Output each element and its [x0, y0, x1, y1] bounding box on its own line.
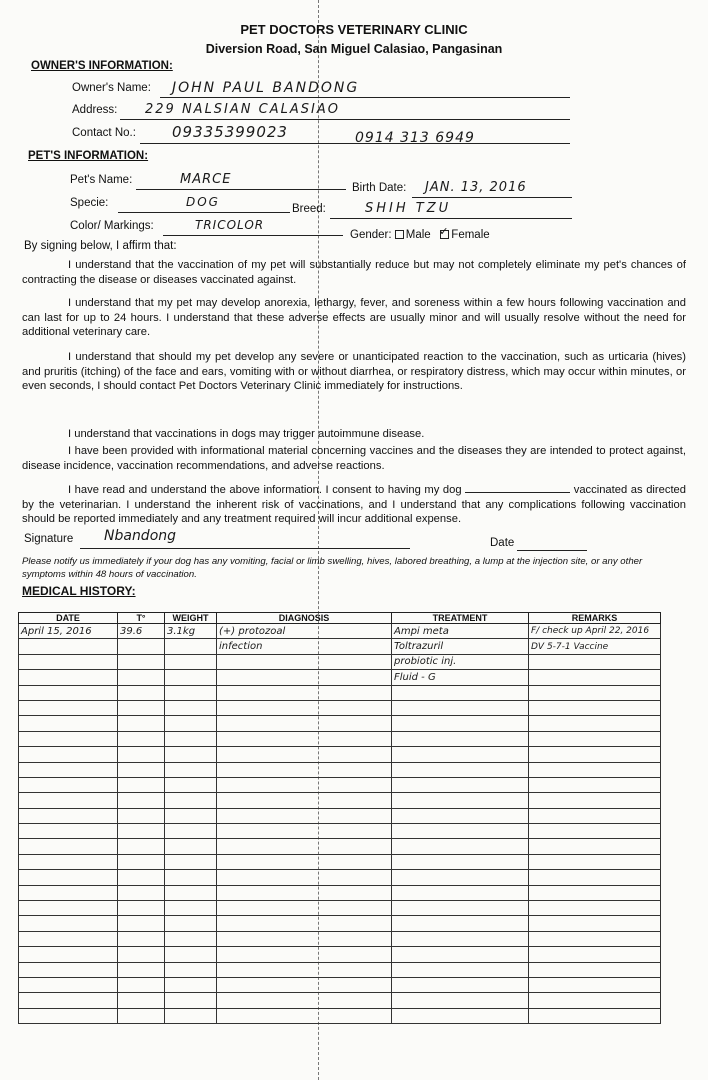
color-value: TRICOLOR — [195, 218, 265, 232]
table-cell — [217, 685, 392, 700]
clinic-address: Diversion Road, San Miguel Calasiao, Pangasinan — [205, 42, 503, 56]
table-cell — [529, 977, 661, 992]
table-row — [19, 824, 661, 839]
entry-weight: 3.1kg — [165, 624, 217, 639]
table-cell — [529, 824, 661, 839]
table-cell — [392, 854, 529, 869]
table-cell — [19, 916, 118, 931]
consent-paragraph-5: I have been provided with informational material concerning vaccines and the diseases they are intended to protect against, disease incidence, vaccination recommendations, and adverse reactions. — [22, 445, 686, 472]
table-cell — [529, 885, 661, 900]
table-cell — [165, 993, 217, 1008]
table-row — [19, 962, 661, 977]
signature-line — [80, 548, 410, 549]
table-row — [19, 639, 661, 654]
table-row — [19, 977, 661, 992]
owner-name-line — [160, 97, 570, 98]
table-cell — [529, 793, 661, 808]
table-row — [19, 854, 661, 869]
table-cell — [165, 762, 217, 777]
breed-label: Breed: — [292, 203, 326, 215]
address-label: Address: — [72, 104, 118, 116]
table-cell — [165, 962, 217, 977]
table-cell — [19, 993, 118, 1008]
specie-label: Specie: — [70, 197, 109, 209]
table-cell — [392, 685, 529, 700]
consent-paragraph-4: I understand that vaccinations in dogs may trigger autoimmune disease. — [68, 428, 425, 440]
table-cell — [165, 808, 217, 823]
header-weight: WEIGHT — [165, 613, 217, 624]
male-checkbox[interactable] — [395, 230, 404, 239]
medical-history-table — [18, 612, 661, 1024]
table-cell — [529, 916, 661, 931]
header-diagnosis: DIAGNOSIS — [217, 613, 392, 624]
table-cell — [529, 901, 661, 916]
consent-intro: By signing below, I affirm that: — [24, 240, 177, 252]
date-label: Date — [490, 537, 515, 549]
pet-name-line — [136, 189, 346, 190]
table-row — [19, 947, 661, 962]
table-cell — [19, 931, 118, 946]
clinic-name: PET DOCTORS VETERINARY CLINIC — [240, 22, 468, 37]
table-cell — [19, 824, 118, 839]
table-row — [19, 793, 661, 808]
table-row — [19, 1008, 661, 1023]
table-row — [19, 808, 661, 823]
address-value: 229 NALSIAN CALASIAO — [145, 102, 340, 117]
table-cell — [19, 854, 118, 869]
contact-label: Contact No.: — [72, 127, 136, 139]
table-cell — [19, 685, 118, 700]
table-cell — [118, 977, 165, 992]
signature-value: Nbandong — [104, 528, 177, 544]
table-cell — [392, 716, 529, 731]
table-cell — [118, 685, 165, 700]
entry-treatment-2: Toltrazuril — [392, 639, 529, 654]
table-cell — [392, 885, 529, 900]
table-cell — [118, 839, 165, 854]
table-row — [19, 993, 661, 1008]
table-cell — [217, 762, 392, 777]
female-label: Female — [451, 229, 490, 241]
table-cell — [529, 762, 661, 777]
header-date: DATE — [19, 613, 118, 624]
table-cell — [217, 824, 392, 839]
table-cell — [529, 962, 661, 977]
table-cell — [19, 793, 118, 808]
consent-paragraph-3: I understand that should my pet develop any severe or unanticipated reaction to the vaccination, such as urticaria (hives) and pruritis (itching) of the face and ears, vomiting with or without diarrhea, or respiratory distress, which may occur within minutes, or even seconds, I should contact Pet Doctors Veterinary Clinic immediately for instructions. — [22, 351, 686, 392]
gender-label: Gender: — [350, 229, 392, 241]
table-cell — [19, 762, 118, 777]
table-cell — [118, 793, 165, 808]
table-cell — [19, 777, 118, 792]
table-cell — [19, 977, 118, 992]
table-cell — [529, 1008, 661, 1023]
consent-paragraph-1: I understand that the vaccination of my pet will substantially reduce but may not completely eliminate my pet's chances of contracting the disease or diseases vaccinated against. — [22, 259, 686, 286]
table-cell — [217, 870, 392, 885]
table-cell — [529, 716, 661, 731]
table-row — [19, 931, 661, 946]
table-cell — [392, 1008, 529, 1023]
table-cell — [392, 931, 529, 946]
table-cell — [165, 685, 217, 700]
pet-name-value: MARCE — [180, 172, 232, 187]
table-row — [19, 670, 661, 685]
table-cell — [392, 762, 529, 777]
table-cell — [118, 962, 165, 977]
table-cell — [118, 777, 165, 792]
table-cell — [165, 916, 217, 931]
table-cell — [118, 700, 165, 715]
specie-value: DOG — [186, 195, 220, 209]
table-cell — [392, 731, 529, 746]
table-cell — [392, 700, 529, 715]
pet-section-title: PET'S INFORMATION: — [28, 150, 149, 162]
birth-date-value: JAN. 13, 2016 — [425, 180, 527, 195]
notice-text: Please notify us immediately if your dog has any vomiting, facial or limb swelling, hives, labored breathing, a lump at the injection site, or any other symptoms within 48 hours of vaccination. — [22, 556, 643, 580]
table-cell — [217, 777, 392, 792]
table-cell — [118, 885, 165, 900]
table-cell — [165, 854, 217, 869]
table-cell — [165, 731, 217, 746]
table-row — [19, 685, 661, 700]
entry-temp: 39.6 — [118, 624, 165, 639]
table-cell — [392, 747, 529, 762]
table-cell — [392, 808, 529, 823]
table-row — [19, 916, 661, 931]
table-cell — [217, 885, 392, 900]
consent-paragraph-2: I understand that my pet may develop anorexia, lethargy, fever, and soreness within a few hours following vaccination and can last for up to 24 hours. I understand that these adverse effects are usually minor and will usually resolve without the need for additional veterinary care. — [22, 297, 686, 338]
table-cell — [392, 993, 529, 1008]
table-cell — [529, 854, 661, 869]
table-cell — [165, 1008, 217, 1023]
table-cell — [217, 977, 392, 992]
table-row — [19, 700, 661, 715]
table-cell — [165, 716, 217, 731]
table-cell — [19, 839, 118, 854]
table-cell — [118, 731, 165, 746]
table-cell — [118, 854, 165, 869]
table-cell — [165, 777, 217, 792]
owner-section-title: OWNER'S INFORMATION: — [31, 60, 173, 72]
gender-field — [350, 225, 490, 241]
table-cell — [529, 839, 661, 854]
table-cell — [529, 747, 661, 762]
entry-diagnosis-1: (+) protozoal — [217, 624, 392, 639]
table-cell — [217, 854, 392, 869]
table-cell — [19, 808, 118, 823]
table-cell — [165, 885, 217, 900]
owner-name-label: Owner's Name: — [72, 82, 151, 94]
table-cell — [19, 962, 118, 977]
table-cell — [165, 977, 217, 992]
consent-p6-vaccinated: vaccinated — [573, 484, 628, 496]
table-cell — [19, 731, 118, 746]
table-cell — [217, 716, 392, 731]
table-cell — [392, 839, 529, 854]
table-cell — [217, 901, 392, 916]
table-cell — [118, 762, 165, 777]
table-cell — [118, 931, 165, 946]
table-cell — [529, 993, 661, 1008]
table-cell — [529, 700, 661, 715]
table-cell — [118, 747, 165, 762]
table-cell — [217, 747, 392, 762]
address-line — [120, 119, 570, 120]
table-cell — [529, 931, 661, 946]
table-cell — [118, 824, 165, 839]
entry-remarks-1: F/ check up April 22, 2016 — [529, 624, 661, 639]
table-cell — [392, 977, 529, 992]
consent-p6-start: I have read and understand the above information. I consent to having my dog — [68, 484, 462, 496]
table-cell — [529, 870, 661, 885]
owner-name-value: JOHN PAUL BANDONG — [172, 80, 360, 96]
table-cell — [529, 685, 661, 700]
table-cell — [19, 901, 118, 916]
table-cell — [529, 777, 661, 792]
table-cell — [217, 931, 392, 946]
birth-date-label: Birth Date: — [352, 182, 407, 194]
table-cell — [217, 731, 392, 746]
table-cell — [165, 700, 217, 715]
table-cell — [392, 916, 529, 931]
table-cell — [19, 700, 118, 715]
table-cell — [165, 947, 217, 962]
table-cell — [217, 1008, 392, 1023]
contact-value-1: 09335399023 — [172, 123, 288, 141]
entry-treatment-4: Fluid - G — [392, 670, 529, 685]
table-cell — [217, 993, 392, 1008]
consent-p6-end: as directed by the veterinarian. I understand the inherent risk of vaccinations, and I understand that any complications following vaccination should be reported immediately and any treatment required will incur additional expense. — [22, 484, 686, 525]
table-cell — [165, 901, 217, 916]
date-line — [517, 550, 587, 551]
table-row — [19, 839, 661, 854]
table-cell — [165, 931, 217, 946]
color-label: Color/ Markings: — [70, 220, 154, 232]
female-check-mark: ✓ — [439, 225, 449, 239]
breed-value: SHIH TZU — [365, 201, 452, 216]
table-cell — [392, 947, 529, 962]
entry-remarks-2: DV 5-7-1 Vaccine — [529, 639, 661, 654]
table-cell — [19, 1008, 118, 1023]
header-remarks: REMARKS — [529, 613, 661, 624]
table-cell — [118, 1008, 165, 1023]
table-cell — [118, 916, 165, 931]
table-row — [19, 762, 661, 777]
specie-line — [118, 212, 290, 213]
table-row — [19, 747, 661, 762]
entry-diagnosis-2: infection — [217, 639, 392, 654]
table-row — [19, 654, 661, 669]
table-cell — [392, 901, 529, 916]
table-cell — [118, 993, 165, 1008]
table-cell — [19, 716, 118, 731]
contact-value-2: 0914 313 6949 — [355, 130, 475, 146]
table-cell — [118, 870, 165, 885]
table-cell — [217, 962, 392, 977]
female-checkbox[interactable] — [439, 225, 449, 239]
table-cell — [217, 808, 392, 823]
table-cell — [217, 947, 392, 962]
table-cell — [392, 793, 529, 808]
table-row — [19, 624, 661, 639]
table-row — [19, 777, 661, 792]
table-cell — [392, 870, 529, 885]
male-label: Male — [405, 229, 431, 241]
table-header-row — [19, 613, 661, 624]
table-cell — [392, 962, 529, 977]
table-cell — [118, 808, 165, 823]
table-cell — [392, 824, 529, 839]
table-cell — [165, 747, 217, 762]
consent-paragraph-6 — [22, 482, 686, 527]
color-line — [163, 235, 343, 236]
entry-treatment-3: probiotic inj. — [392, 654, 529, 669]
table-cell — [19, 747, 118, 762]
table-cell — [529, 947, 661, 962]
table-row — [19, 901, 661, 916]
table-row — [19, 716, 661, 731]
table-cell — [165, 793, 217, 808]
table-row — [19, 870, 661, 885]
table-cell — [217, 700, 392, 715]
table-cell — [118, 901, 165, 916]
pet-name-label: Pet's Name: — [70, 174, 133, 186]
table-cell — [529, 731, 661, 746]
table-cell — [118, 947, 165, 962]
table-cell — [217, 916, 392, 931]
header-treatment: TREATMENT — [392, 613, 529, 624]
table-cell — [165, 839, 217, 854]
table-cell — [118, 716, 165, 731]
table-cell — [19, 885, 118, 900]
birth-date-line — [412, 197, 572, 198]
table-cell — [529, 808, 661, 823]
table-cell — [392, 777, 529, 792]
table-cell — [165, 824, 217, 839]
breed-line — [330, 218, 572, 219]
table-cell — [217, 793, 392, 808]
medical-history-title: MEDICAL HISTORY: — [22, 584, 136, 598]
table-cell — [19, 870, 118, 885]
table-row — [19, 885, 661, 900]
table-row — [19, 731, 661, 746]
dog-name-line[interactable] — [465, 482, 570, 493]
entry-treatment-1: Ampi meta — [392, 624, 529, 639]
header-temp: T° — [118, 613, 165, 624]
table-cell — [217, 839, 392, 854]
table-cell — [165, 870, 217, 885]
signature-label: Signature — [24, 533, 74, 545]
entry-date: April 15, 2016 — [19, 624, 118, 639]
table-cell — [19, 947, 118, 962]
